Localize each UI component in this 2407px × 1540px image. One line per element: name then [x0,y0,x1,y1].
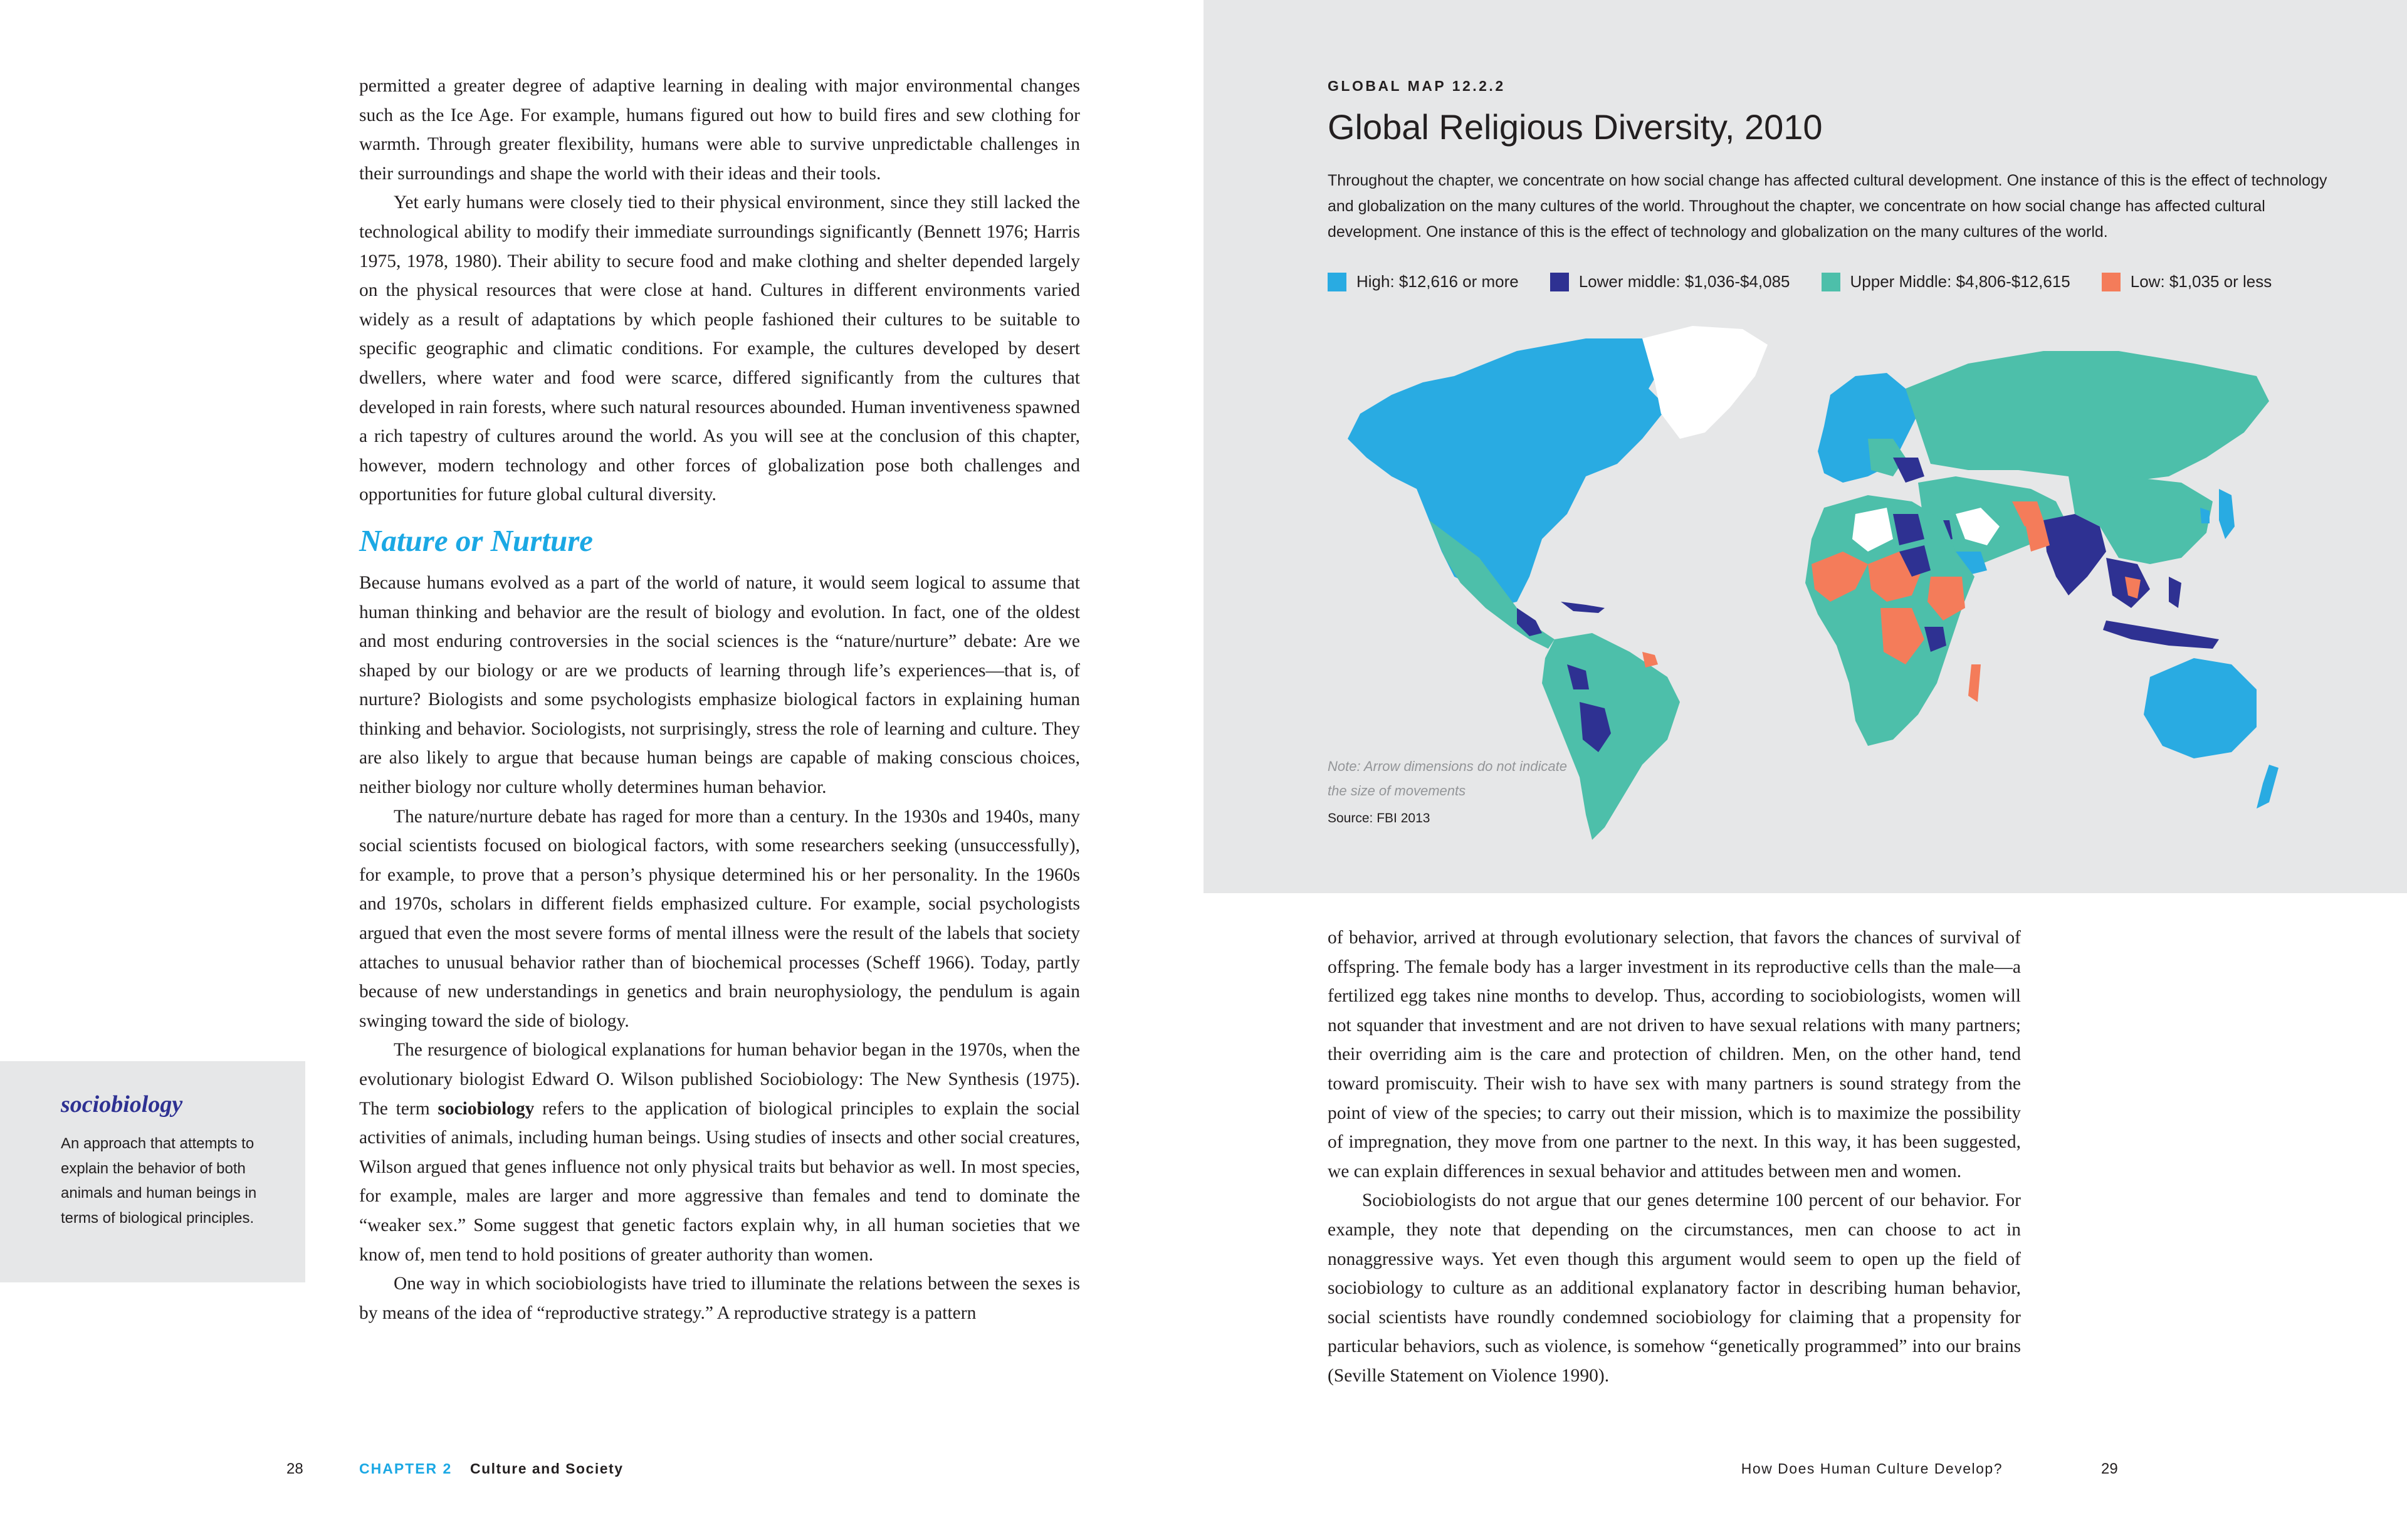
definition-term: sociobiology [61,1091,183,1118]
text-run: The resurgence of biological explanations for human behavior began in the 1970s, when the evolutionary biologist Edward O. Wilson published Sociobiology: The New Synthesis (1975). The term [359,1040,1080,1119]
legend-swatch [1822,273,1840,291]
legend-label: High: $12,616 or more [1356,272,1519,291]
text-run: refers to the application of biological principles to explain the social activities of animals, including human beings. Using studies of insects and other social creatures, Wilson argued that genes influence not only physical traits but behavior as well. In most species, for example, males are larger and more aggressive than females and tend to dominate the “weaker sex.” Some suggest that genetic factors explain why, in all human societies that we know of, men tend to hold positions of greater authority than women. [359,1098,1080,1265]
paragraph: permitted a greater degree of adaptive learning in dealing with major environmental changes such as the Ice Age. For example, humans figured out how to build fires and sew clothing for warmth. Through greater flexibility, humans were able to survive unpredictable challenges in their surroundings and shape the world with their ideas and their tools. [359,76,1080,184]
legend-swatch [1550,273,1569,291]
map-legend [1328,272,2303,291]
legend-label: Lower middle: $1,036-$4,085 [1578,272,1790,291]
legend-swatch [1328,273,1346,291]
left-column [359,71,1080,1328]
legend-swatch [2102,273,2121,291]
map-note: Note: Arrow dimensions do not indicate the size of movements [1328,758,1567,799]
page-number: 28 [286,1460,303,1477]
europe-region [1893,458,1924,483]
philippines-region [2169,577,2181,608]
right-column [1328,923,2021,1391]
chapter-label: CHAPTER 2 [359,1460,453,1477]
paragraph: of behavior, arrived at through evolutionary selection, that favors the chances of survival of offspring. The female body has a larger investment in its reproductive cells than the male—a fertilized egg takes nine months to develop. Thus, according to sociobiologists, women will not squander that investment and are not driven to have sexual relations with many partners; their overriding aim is the care and protection of children. Men, on the other hand, tend toward promiscuity. Their wish to have sex with many partners is sound strategy from the point of view of the species; to carry out their mission, which is to maximize the possibility of impregnation, they move from one partner to the next. In this way, it has been suggested, we can explain differences in sexual behavior and attitudes between men and women. [1328,928,2021,1181]
madagascar-region [1968,664,1981,702]
page-number: 29 [2101,1460,2118,1477]
definition-text: An approach that attempts to explain the behavior of both animals and human beings in terms of biological principles. [61,1135,257,1227]
paragraph: The nature/nurture debate has raged for more than a century. In the 1930s and 1940s, many social scientists focused on biological factors, with some researchers seeking (unsuccessfully), for example, to prove that a person’s physique determined his or her personality. In the 1960s and 1970s, scholars in different fields emphasized culture. For example, social psychologists argued that even the most severe forms of mental illness were the result of the labels that society attaches to unusual behavior rather than of biochemical processes (Scheff 1966). Today, partly because of new understandings in genetics and brain neurophysiology, the pendulum is again swinging toward the side of biology. [359,806,1080,1031]
legend-label: Upper Middle: $4,806-$12,615 [1850,272,2070,291]
caribbean-region [1561,602,1605,613]
legend-item [1550,272,1790,291]
map-source: Source: FBI 2013 [1328,811,1430,825]
indonesia-region [2103,621,2219,649]
legend-item [1328,272,1519,291]
paragraph [359,1035,1080,1269]
east-asia-region [2219,489,2235,539]
chapter-title: Culture and Society [470,1460,624,1477]
legend-label: Low: $1,035 or less [2130,272,2272,291]
south-asia-region [2043,514,2106,595]
north-america-region [1348,338,1667,608]
new-zealand-region [2257,765,2279,809]
map-label: GLOBAL MAP 12.2.2 [1328,78,1506,94]
russia-region [1906,351,2269,483]
map-title: Global Religious Diversity, 2010 [1328,107,1823,147]
paragraph: Because humans evolved as a part of the world of nature, it would seem logical to assume that human thinking and behavior are the result of biology and evolution. In fact, one of the oldest and most enduring controversies in the social sciences is the “nature/nurture” debate: Are we shaped by our biology or are we products of learning through life’s experiences—that is, of nurture? Biologists and some psychologists emphasize biological factors in explaining human thinking and behavior. Sociologists, not surprisingly, stress the role of learning and culture. They are also likely to argue that because human beings are capable of making conscious choices, neither biology nor culture wholly determines human behavior. [359,572,1080,798]
paragraph: Sociobiologists do not argue that our genes determine 100 percent of our behavior. For example, they note that depending on the circumstances, men can choose to act in nonaggressive ways. Yet even though this argument would seem to open up the field of sociobiology to culture as an additional explanatory factor in describing human behavior, social scientists have roundly condemned sociobiology for claiming that a propensity for particular behaviors, such as violence, is somehow “genetically programmed” into our brains (Seville Statement on Violence 1990). [1328,1190,2021,1386]
paragraph: One way in which sociobiologists have tried to illuminate the relations between the sexes is by means of the idea of “reproductive strategy.” A reproductive strategy is a pattern [359,1274,1080,1323]
south-america-region [1542,633,1680,840]
map-description: Throughout the chapter, we concentrate on how social change has affected cultural development. One instance of this is the effect of technology and globalization on the many cultures of the world. Throughout the chapter, we concentrate on how social change has affected cultural development. One instance of this is the effect of technology and globalization on the many cultures of the world. [1328,172,2327,241]
running-head: How Does Human Culture Develop? [1741,1460,2003,1477]
paragraph: Yet early humans were closely tied to their physical environment, since they still lacked the technological ability to modify their immediate surroundings significantly (Bennett 1976; Harris 1975, 1978, 1980). Their ability to secure food and make clothing and shelter depended largely on the physical resources that were close at hand. Cultures in different environments varied widely as a result of adaptations by which people fashioned their cultures to be suitable to specific geographic and climatic conditions. For example, the cultures developed by desert dwellers, where water and food were scarce, differed significantly from the cultures that developed in rain forests, where such natural resources abounded. Human inventiveness spawned a rich tapestry of cultures around the world. As you will see at the conclusion of this chapter, however, modern technology and other forces of globalization pose both challenges and opportunities for future global cultural diversity. [359,192,1080,505]
legend-item [2102,272,2272,291]
greenland-region [1642,326,1768,439]
australia-region [2144,658,2257,758]
key-term: sociobiology [438,1098,535,1119]
legend-item [1822,272,2070,291]
section-heading: Nature or Nurture [359,523,594,558]
